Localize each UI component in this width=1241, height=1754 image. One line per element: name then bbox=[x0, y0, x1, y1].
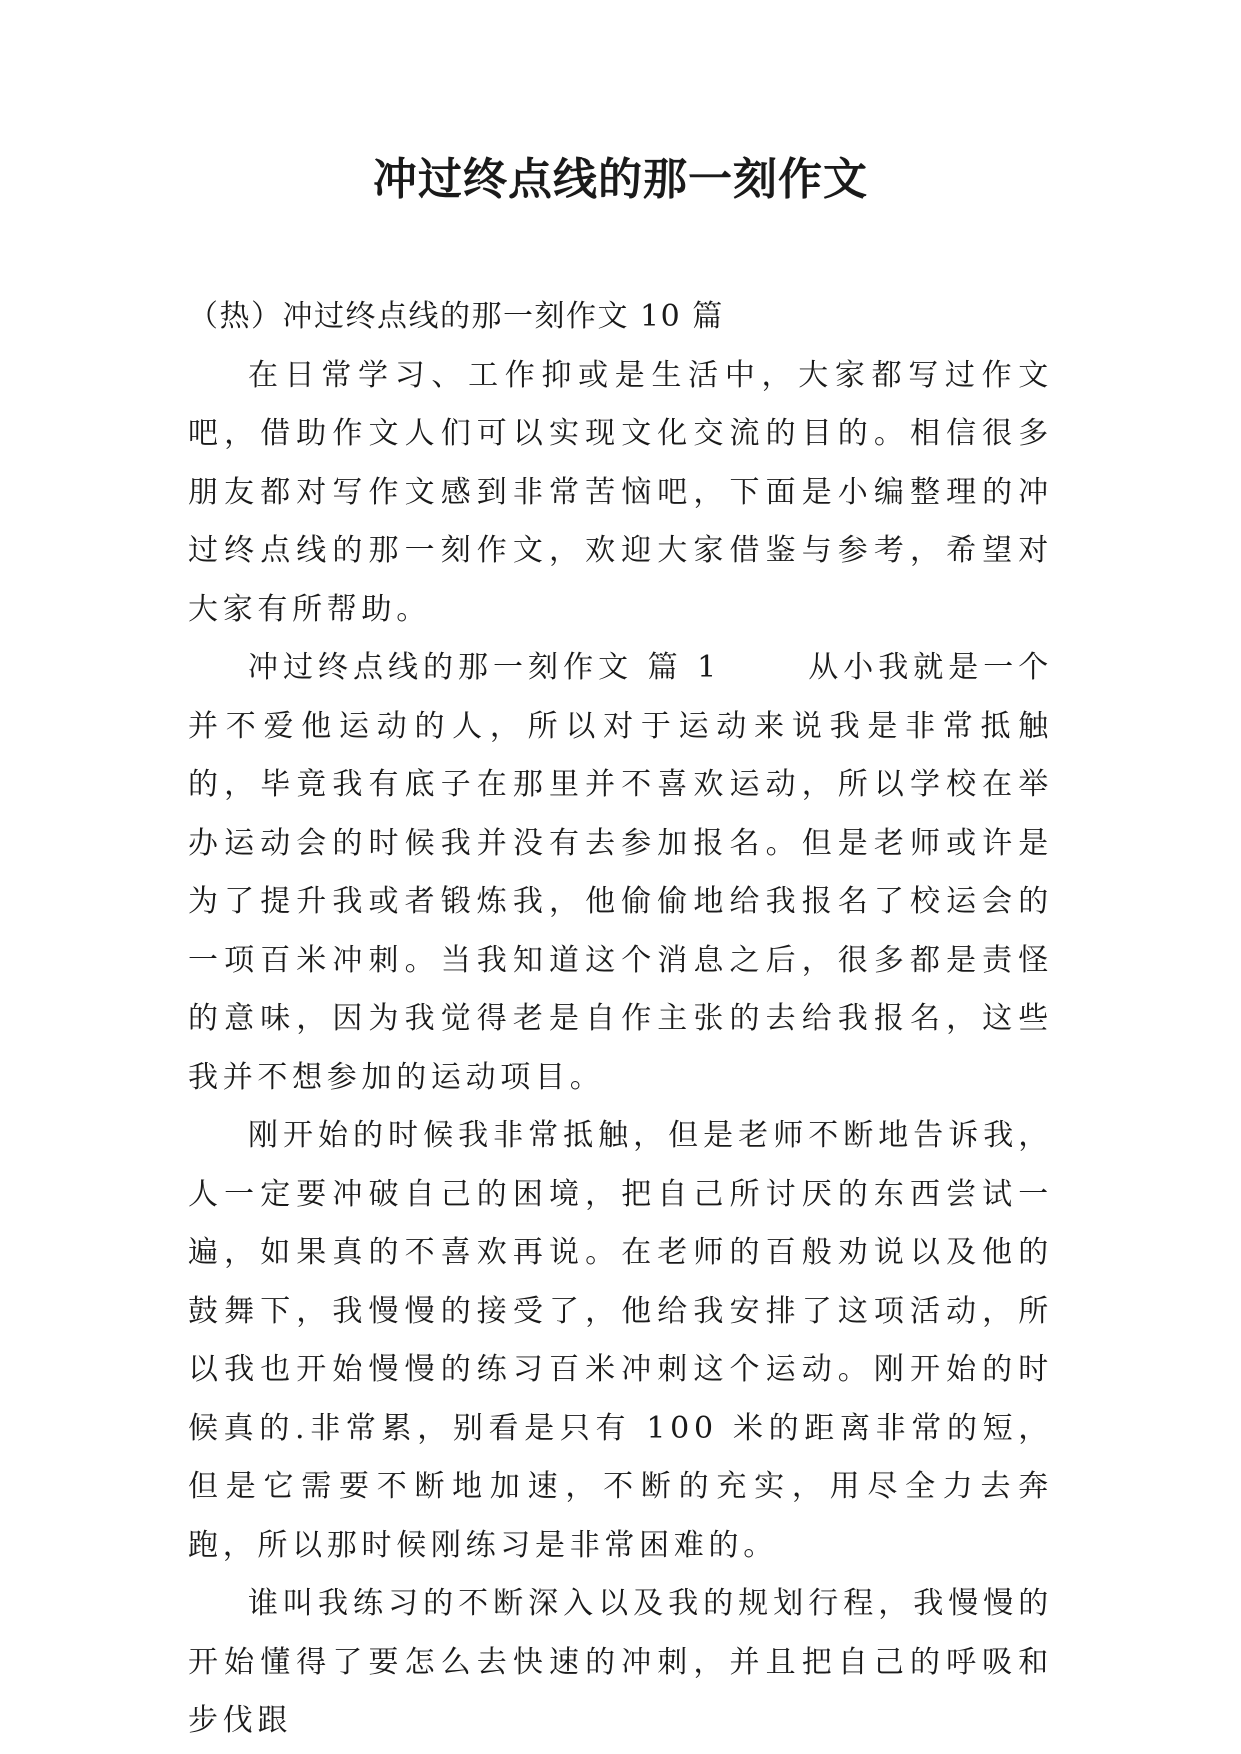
intro-paragraph: 在日常学习、工作抑或是生活中，大家都写过作文吧，借助作文人们可以实现文化交流的目的。相信很多朋友都对写作文感到非常苦恼吧，下面是小编整理的冲过终点线的那一刻作文，欢迎大家借鉴与参考，希望对大家有所帮助。 bbox=[188, 357, 1053, 627]
body-paragraph-2: 刚开始的时候我非常抵触，但是老师不断地告诉我，人一定要冲破自己的困境，把自己所讨厌的东西尝试一遍，如果真的不喜欢再说。在老师的百般劝说以及他的鼓舞下，我慢慢的接受了，他给我安排了这项活动，所以我也开始慢慢的练习百米冲刺这个运动。刚开始的时候真的.非常累，别看是只有 100 米的距离非常的短，但是它需要不断地加速，不断的充实，用尽全力去奔跑，所以那时候刚练习是非常困难的。 bbox=[188, 1118, 1053, 1563]
section-1-paragraph bbox=[188, 639, 1053, 1107]
section-heading: 冲过终点线的那一刻作文 篇 1 bbox=[248, 650, 721, 685]
document-body bbox=[188, 288, 1053, 1751]
body-paragraph-1: 从小我就是一个并不爱他运动的人，所以对于运动来说我是非常抵触的，毕竟我有底子在那里并不喜欢运动，所以学校在举办运动会的时候我并没有去参加报名。但是老师或许是为了提升我或者锻炼我，他偷偷地给我报名了校运会的一项百米冲刺。当我知道这个消息之后，很多都是责怪的意味，因为我觉得老是自作主张的去给我报名，这些我并不想参加的运动项目。 bbox=[188, 650, 1053, 1095]
document-subtitle: （热）冲过终点线的那一刻作文 10 篇 bbox=[188, 299, 724, 334]
heading-gap bbox=[721, 650, 808, 685]
document-title: 冲过终点线的那一刻作文 bbox=[373, 154, 868, 205]
body-paragraph-3: 谁叫我练习的不断深入以及我的规划行程，我慢慢的开始懂得了要怎么去快速的冲刺，并且把自己的呼吸和步伐跟 bbox=[188, 1586, 1053, 1738]
